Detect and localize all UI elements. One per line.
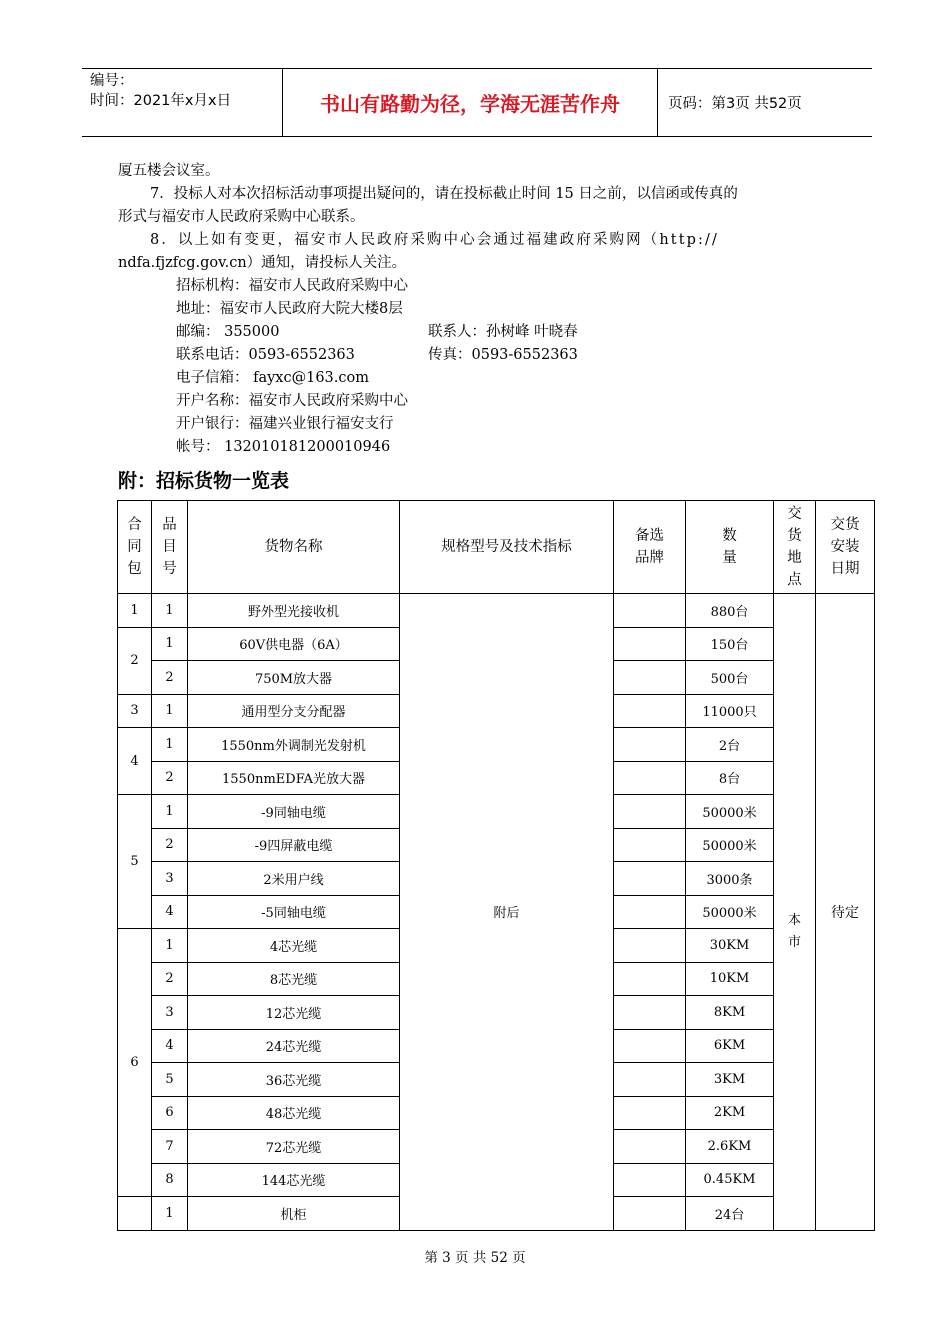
brand-cell bbox=[614, 594, 686, 628]
agency-line: 招标机构：福安市人民政府采购中心 bbox=[176, 278, 408, 294]
goods-name-cell: 8芯光缆 bbox=[188, 962, 400, 996]
item-no-cell: 2 bbox=[152, 661, 188, 695]
item-no-cell: 1 bbox=[152, 627, 188, 661]
goods-name-cell: 36芯光缆 bbox=[188, 1063, 400, 1097]
quantity-cell: 3000条 bbox=[686, 862, 774, 896]
item-no-cell: 7 bbox=[152, 1130, 188, 1164]
goods-table bbox=[117, 500, 875, 1231]
goods-name-cell: 48芯光缆 bbox=[188, 1096, 400, 1130]
quantity-cell: 2.6KM bbox=[686, 1130, 774, 1164]
goods-name-cell: 野外型光接收机 bbox=[188, 594, 400, 628]
brand-cell bbox=[614, 1029, 686, 1063]
package-cell: 3 bbox=[118, 694, 152, 728]
item-no-cell: 3 bbox=[152, 862, 188, 896]
quantity-cell: 50000米 bbox=[686, 828, 774, 862]
goods-name-cell: 2米用户线 bbox=[188, 862, 400, 896]
quantity-cell: 10KM bbox=[686, 962, 774, 996]
phone-fax-line bbox=[118, 344, 838, 367]
fax: 传真：0593-6552363 bbox=[428, 347, 578, 363]
item-no-cell: 6 bbox=[152, 1096, 188, 1130]
paragraph-line: 厦五楼会议室。 bbox=[118, 163, 220, 179]
quantity-cell: 3KM bbox=[686, 1063, 774, 1097]
item-no-cell: 2 bbox=[152, 828, 188, 862]
header-page-info: 页码：第3页 共52页 bbox=[668, 96, 802, 112]
postcode-contact-line bbox=[118, 321, 838, 344]
item-8-line-1: 8．以上如有变更，福安市人民政府采购中心会通过福建政府采购网（http:// bbox=[150, 232, 719, 248]
item-no-cell: 2 bbox=[152, 761, 188, 795]
brand-cell bbox=[614, 1163, 686, 1197]
quantity-cell: 150台 bbox=[686, 627, 774, 661]
item-7-line-2: 形式与福安市人民政府采购中心联系。 bbox=[118, 209, 365, 225]
header-item-number: 品 目 号 bbox=[152, 501, 188, 594]
item-no-cell: 4 bbox=[152, 895, 188, 929]
item-no-cell: 8 bbox=[152, 1163, 188, 1197]
item-no-cell: 1 bbox=[152, 795, 188, 829]
goods-name-cell: 72芯光缆 bbox=[188, 1130, 400, 1164]
item-no-cell: 1 bbox=[152, 1197, 188, 1231]
goods-name-cell: 1550nm外调制光发射机 bbox=[188, 728, 400, 762]
goods-name-cell: 144芯光缆 bbox=[188, 1163, 400, 1197]
item-7-line-1: 7．投标人对本次招标活动事项提出疑问的，请在投标截止时间 15 日之前，以信函或传真的 bbox=[150, 186, 738, 202]
account-name-line: 开户名称：福安市人民政府采购中心 bbox=[176, 393, 408, 409]
account-number-line: 帐号： 132010181200010946 bbox=[176, 439, 391, 455]
contact-person: 联系人：孙树峰 叶晓春 bbox=[428, 324, 578, 340]
brand-cell bbox=[614, 694, 686, 728]
goods-name-cell: 60V供电器（6A） bbox=[188, 627, 400, 661]
goods-name-cell: -9四屏蔽电缆 bbox=[188, 828, 400, 862]
item-8-line-2: ndfa.fjzfcg.gov.cn）通知，请投标人关注。 bbox=[118, 255, 407, 271]
brand-cell bbox=[614, 862, 686, 896]
goods-name-cell: 4芯光缆 bbox=[188, 929, 400, 963]
package-cell: 4 bbox=[118, 728, 152, 795]
table-row bbox=[118, 594, 875, 628]
page-header bbox=[82, 68, 872, 137]
brand-cell bbox=[614, 627, 686, 661]
item-no-cell: 1 bbox=[152, 728, 188, 762]
email-line: 电子信箱： fayxc@163.com bbox=[176, 370, 369, 386]
brand-cell bbox=[614, 728, 686, 762]
brand-cell bbox=[614, 761, 686, 795]
quantity-cell: 2KM bbox=[686, 1096, 774, 1130]
goods-name-cell: 12芯光缆 bbox=[188, 996, 400, 1030]
brand-cell bbox=[614, 895, 686, 929]
doc-time-label: 时间：2021年x月x日 bbox=[90, 93, 232, 109]
quantity-cell: 880台 bbox=[686, 594, 774, 628]
quantity-cell: 50000米 bbox=[686, 795, 774, 829]
item-no-cell: 1 bbox=[152, 694, 188, 728]
goods-name-cell: 机柜 bbox=[188, 1197, 400, 1231]
quantity-cell: 0.45KM bbox=[686, 1163, 774, 1197]
item-no-cell: 4 bbox=[152, 1029, 188, 1063]
item-no-cell: 3 bbox=[152, 996, 188, 1030]
brand-cell bbox=[614, 996, 686, 1030]
item-no-cell: 5 bbox=[152, 1063, 188, 1097]
header-goods-name: 货物名称 bbox=[188, 501, 400, 594]
goods-name-cell: -5同轴电缆 bbox=[188, 895, 400, 929]
goods-name-cell: 通用型分支分配器 bbox=[188, 694, 400, 728]
item-no-cell: 1 bbox=[152, 929, 188, 963]
quantity-cell: 6KM bbox=[686, 1029, 774, 1063]
table-header-row bbox=[118, 501, 875, 594]
quantity-cell: 11000只 bbox=[686, 694, 774, 728]
brand-cell bbox=[614, 962, 686, 996]
brand-cell bbox=[614, 661, 686, 695]
item-no-cell: 1 bbox=[152, 594, 188, 628]
page-footer: 第 3 页 共 52 页 bbox=[424, 1250, 526, 1266]
appendix-title: 附：招标货物一览表 bbox=[118, 470, 290, 492]
package-cell: 5 bbox=[118, 795, 152, 929]
header-contract-package: 合 同 包 bbox=[118, 501, 152, 594]
brand-cell bbox=[614, 828, 686, 862]
quantity-cell: 500台 bbox=[686, 661, 774, 695]
brand-cell bbox=[614, 1197, 686, 1231]
header-delivery-place: 交 货 地 点 bbox=[774, 501, 816, 594]
package-cell bbox=[118, 1197, 152, 1231]
header-spec: 规格型号及技术指标 bbox=[400, 501, 614, 594]
goods-name-cell: -9同轴电缆 bbox=[188, 795, 400, 829]
package-cell: 2 bbox=[118, 627, 152, 694]
brand-cell bbox=[614, 1130, 686, 1164]
brand-cell bbox=[614, 929, 686, 963]
header-delivery-date: 交货 安装 日期 bbox=[816, 501, 875, 594]
package-cell: 6 bbox=[118, 929, 152, 1197]
goods-name-cell: 1550nmEDFA光放大器 bbox=[188, 761, 400, 795]
quantity-cell: 24台 bbox=[686, 1197, 774, 1231]
header-quantity: 数 量 bbox=[686, 501, 774, 594]
document-body bbox=[118, 160, 838, 459]
phone: 联系电话：0593-6552363 bbox=[176, 347, 355, 363]
bank-line: 开户银行：福建兴业银行福安支行 bbox=[176, 416, 394, 432]
delivery-date-cell: 待定 bbox=[816, 594, 875, 1231]
quantity-cell: 8台 bbox=[686, 761, 774, 795]
quantity-cell: 50000米 bbox=[686, 895, 774, 929]
brand-cell bbox=[614, 1096, 686, 1130]
goods-name-cell: 750M放大器 bbox=[188, 661, 400, 695]
delivery-place-cell: 本 市 bbox=[774, 594, 816, 1231]
item-no-cell: 2 bbox=[152, 962, 188, 996]
address-line: 地址：福安市人民政府大院大楼8层 bbox=[176, 301, 403, 317]
quantity-cell: 2台 bbox=[686, 728, 774, 762]
doc-number-label: 编号： bbox=[90, 73, 134, 89]
goods-name-cell: 24芯光缆 bbox=[188, 1029, 400, 1063]
brand-cell bbox=[614, 1063, 686, 1097]
header-brand: 备选 品牌 bbox=[614, 501, 686, 594]
package-cell: 1 bbox=[118, 594, 152, 628]
quantity-cell: 30KM bbox=[686, 929, 774, 963]
header-meta bbox=[82, 69, 282, 136]
header-motto: 书山有路勤为径，学海无涯苦作舟 bbox=[282, 69, 658, 136]
quantity-cell: 8KM bbox=[686, 996, 774, 1030]
spec-cell: 附后 bbox=[400, 594, 614, 1231]
brand-cell bbox=[614, 795, 686, 829]
postcode: 邮编： 355000 bbox=[176, 324, 280, 340]
